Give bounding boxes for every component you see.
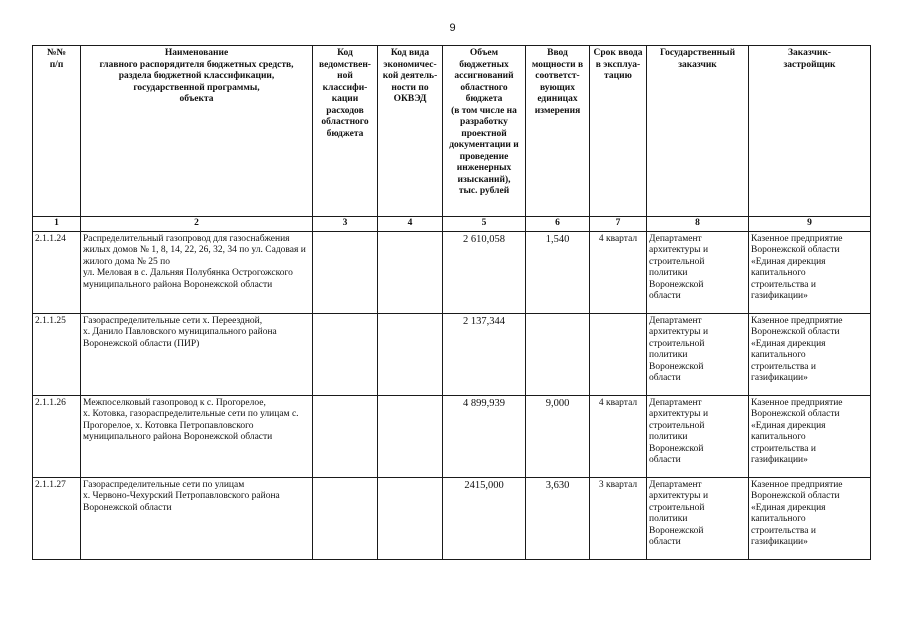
commission-term: 4 квартал bbox=[590, 395, 647, 477]
object-name: Межпоселковый газопровод к с. Прогорелое, х. Котовка, газораспределительные сети по улицам с. Прогорелое, х. Котовка Петропавловского муниципального района Воронежской области bbox=[81, 395, 313, 477]
row-number: 2.1.1.26 bbox=[33, 395, 81, 477]
column-number-row bbox=[33, 217, 871, 232]
page-number: 9 bbox=[449, 22, 456, 34]
budget-volume: 2 610,058 bbox=[443, 231, 526, 313]
column-number: 2 bbox=[81, 217, 313, 232]
developer: Казенное предприятие Воронежской области «Единая дирекция капитального строительства и газификации» bbox=[749, 477, 871, 559]
state-customer: Департамент архитектуры и строительной политики Воронежской области bbox=[647, 231, 749, 313]
budget-volume: 2 137,344 bbox=[443, 313, 526, 395]
commission-term bbox=[590, 313, 647, 395]
okved-cell bbox=[378, 395, 443, 477]
dept-code-cell bbox=[313, 477, 378, 559]
object-name: Газораспределительные сети по улицам х. Червоно-Чехурский Петропавловского района Воронежской области bbox=[81, 477, 313, 559]
budget-volume: 2415,000 bbox=[443, 477, 526, 559]
row-number: 2.1.1.24 bbox=[33, 231, 81, 313]
budget-volume: 4 899,939 bbox=[443, 395, 526, 477]
column-number: 1 bbox=[33, 217, 81, 232]
commission-term: 3 квартал bbox=[590, 477, 647, 559]
header-developer: Заказчик- застройщик bbox=[749, 46, 871, 217]
table-row bbox=[33, 231, 871, 313]
state-customer: Департамент архитектуры и строительной политики Воронежской области bbox=[647, 395, 749, 477]
capacity-value: 3,630 bbox=[526, 477, 590, 559]
column-number: 6 bbox=[526, 217, 590, 232]
header-okved: Код вида экономичес- кой деятель- ности по ОКВЭД bbox=[378, 46, 443, 217]
capacity-value: 1,540 bbox=[526, 231, 590, 313]
column-number: 7 bbox=[590, 217, 647, 232]
header-state-customer: Государственный заказчик bbox=[647, 46, 749, 217]
capacity-value: 9,000 bbox=[526, 395, 590, 477]
dept-code-cell bbox=[313, 231, 378, 313]
developer: Казенное предприятие Воронежской области «Единая дирекция капитального строительства и газификации» bbox=[749, 231, 871, 313]
developer: Казенное предприятие Воронежской области «Единая дирекция капитального строительства и газификации» bbox=[749, 395, 871, 477]
header-number: №№ п/п bbox=[33, 46, 81, 217]
state-customer: Департамент архитектуры и строительной политики Воронежской области bbox=[647, 477, 749, 559]
budget-allocation-table bbox=[32, 45, 871, 560]
capacity-value bbox=[526, 313, 590, 395]
column-number: 4 bbox=[378, 217, 443, 232]
developer: Казенное предприятие Воронежской области «Единая дирекция капитального строительства и газификации» bbox=[749, 313, 871, 395]
header-commission-term: Срок ввода в эксплуа- тацию bbox=[590, 46, 647, 217]
okved-cell bbox=[378, 231, 443, 313]
okved-cell bbox=[378, 313, 443, 395]
table-row bbox=[33, 313, 871, 395]
okved-cell bbox=[378, 477, 443, 559]
column-number: 5 bbox=[443, 217, 526, 232]
header-capacity: Ввод мощности в соответст- вующих единицах измерения bbox=[526, 46, 590, 217]
column-number: 3 bbox=[313, 217, 378, 232]
table-row bbox=[33, 477, 871, 559]
header-name: Наименование главного распорядителя бюджетных средств, раздела бюджетной классификации, государственной программы, объекта bbox=[81, 46, 313, 217]
object-name: Газораспределительные сети х. Переездной, х. Данило Павловского муниципального района Воронежской области (ПИР) bbox=[81, 313, 313, 395]
commission-term: 4 квартал bbox=[590, 231, 647, 313]
row-number: 2.1.1.25 bbox=[33, 313, 81, 395]
row-number: 2.1.1.27 bbox=[33, 477, 81, 559]
column-number: 9 bbox=[749, 217, 871, 232]
header-dept-code: Код ведомствен- ной классифи- кации расходов областного бюджета bbox=[313, 46, 378, 217]
dept-code-cell bbox=[313, 395, 378, 477]
table-row bbox=[33, 395, 871, 477]
column-number: 8 bbox=[647, 217, 749, 232]
header-budget-volume: Объем бюджетных ассигнований областного бюджета (в том числе на разработку проектной документации и проведение инженерных изысканий), тыс. рублей bbox=[443, 46, 526, 217]
dept-code-cell bbox=[313, 313, 378, 395]
state-customer: Департамент архитектуры и строительной политики Воронежской области bbox=[647, 313, 749, 395]
header-row bbox=[33, 46, 871, 217]
object-name: Распределительный газопровод для газоснабжения жилых домов № 1, 8, 14, 22, 26, 32, 34 по ул. Садовая и жилого дома № 25 по ул. Меловая в с. Дальняя Полубянка Острогожского муниципального района Воронежской области bbox=[81, 231, 313, 313]
